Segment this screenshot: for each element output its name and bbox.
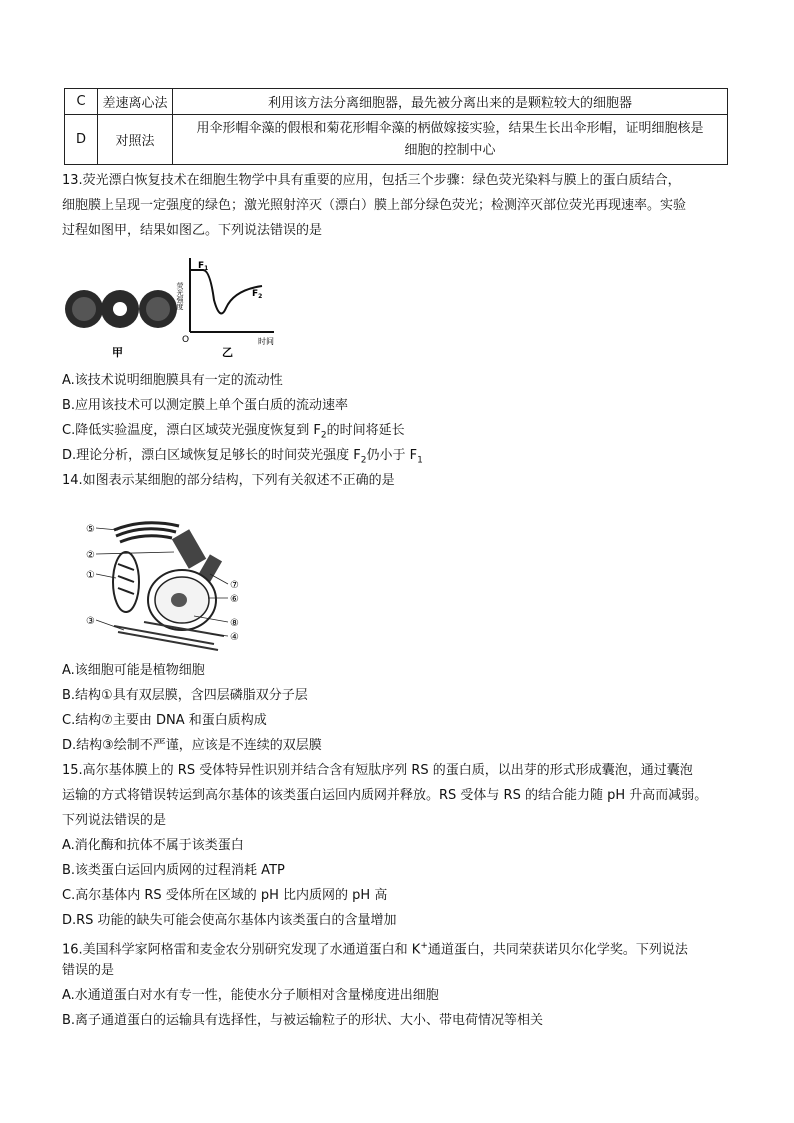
- q13-stem: 13.荧光漂白恢复技术在细胞生物学中具有重要的应用，包括三个步骤：绿色荧光染料与膜上的蛋白质结合，: [62, 173, 681, 188]
- figure-yi-ylabel: 荧光强度: [176, 282, 184, 310]
- figure-jia-label: 甲: [112, 346, 123, 359]
- q16-option-a: A.水通道蛋白对水有专一性，能使水分子顺相对含量梯度进出细胞: [62, 988, 439, 1003]
- options-table: [64, 88, 728, 165]
- figure-yi-xlabel: 时间: [258, 337, 274, 346]
- q16-stem: 16.美国科学家阿格雷和麦金农分别研究发现了水通道蛋白和 K+通道蛋白，共同荣获诺贝尔化学奖。下列说法: [62, 941, 688, 958]
- row-description: 利用该方法分离细胞器，最先被分离出来的是颗粒较大的细胞器: [173, 89, 728, 115]
- figure-yi-label: 乙: [222, 346, 233, 359]
- q15-stem: 运输的方式将错误转运到高尔基体的该类蛋白运回内质网并释放。RS 受体与 RS 的结合能力随 pH 升高而减弱。: [62, 788, 708, 803]
- q13-figure: [62, 252, 292, 362]
- q14-option-b: B.结构①具有双层膜，含四层磷脂双分子层: [62, 688, 308, 703]
- mitochondrion-shape: [113, 552, 139, 612]
- q14-cell-diagram: [84, 512, 244, 652]
- row-description: [173, 115, 728, 165]
- q14-option-d: D.结构③绘制不严谨，应该是不连续的双层膜: [62, 738, 322, 753]
- row-method: 差速离心法: [98, 89, 173, 115]
- golgi-apparatus: [114, 523, 179, 542]
- q13-stem: 过程如图甲，结果如图乙。下列说法错误的是: [62, 223, 323, 238]
- figure-yi-f1-label: $F_1$: [198, 261, 209, 272]
- diagram-label: ④: [230, 632, 239, 643]
- figure-jia-membrane-circles: [65, 290, 177, 328]
- q15-option-b: B.该类蛋白运回内质网的过程消耗 ATP: [62, 863, 285, 878]
- q13-option-c: C.降低实验温度，漂白区域荧光强度恢复到 $F_2$的时间将延长: [62, 423, 405, 441]
- diagram-label: ⑧: [230, 618, 239, 629]
- q13-stem: 细胞膜上呈现一定强度的绿色；激光照射淬灭（漂白）膜上部分绿色荧光；检测淬灭部位荧光再现速率。实验: [62, 198, 687, 213]
- figure-yi-f2-label: $F_2$: [252, 289, 263, 300]
- q13-option-a: A.该技术说明细胞膜具有一定的流动性: [62, 373, 283, 388]
- row-method: 对照法: [98, 115, 173, 165]
- diagram-label: ②: [86, 550, 95, 561]
- q14-stem: 14.如图表示某细胞的部分结构，下列有关叙述不正确的是: [62, 473, 395, 488]
- q15-option-d: D.RS 功能的缺失可能会使高尔基体内该类蛋白的含量增加: [62, 913, 397, 928]
- q15-stem: 下列说法错误的是: [62, 813, 167, 828]
- q15-stem: 15.高尔基体膜上的 RS 受体特异性识别并结合含有短肽序列 RS 的蛋白质，以出芽的形式形成囊泡，通过囊泡: [62, 763, 693, 778]
- diagram-label: ①: [86, 570, 95, 581]
- diagram-label: ⑤: [86, 524, 95, 535]
- row-letter: D: [65, 115, 98, 165]
- nucleolus-shape: [171, 593, 187, 607]
- row-description-line: 用伞形帽伞藻的假根和菊花形帽伞藻的柄做嫁接实验，结果生长出伞形帽，证明细胞核是: [196, 120, 704, 136]
- q15-option-c: C.高尔基体内 RS 受体所在区域的 pH 比内质网的 pH 高: [62, 888, 388, 903]
- row-letter: C: [65, 89, 98, 115]
- row-description-line: 细胞的控制中心: [404, 142, 496, 158]
- q14-option-a: A.该细胞可能是植物细胞: [62, 663, 205, 678]
- figure-yi-origin: O: [182, 335, 190, 345]
- table-row: [65, 89, 728, 115]
- q16-option-b: B.离子通道蛋白的运输具有选择性，与被运输粒子的形状、大小、带电荷情况等相关: [62, 1013, 544, 1028]
- centriole-shape: [172, 529, 206, 568]
- figure-yi-graph: [176, 258, 275, 359]
- q14-option-c: C.结构⑦主要由 DNA 和蛋白质构成: [62, 713, 267, 728]
- table-row: [65, 115, 728, 165]
- q13-option-d: D.理论分析，漂白区域恢复足够长的时间荧光强度 $F_2$仍小于 $F_1$: [62, 448, 423, 466]
- diagram-label: ⑦: [230, 580, 239, 591]
- endoplasmic-reticulum: [114, 622, 224, 650]
- q15-option-a: A.消化酶和抗体不属于该类蛋白: [62, 838, 244, 853]
- q13-option-b: B.应用该技术可以测定膜上单个蛋白质的流动速率: [62, 398, 349, 413]
- diagram-label: ⑥: [230, 594, 239, 605]
- q16-stem: 错误的是: [62, 963, 115, 978]
- diagram-label: ③: [86, 616, 95, 627]
